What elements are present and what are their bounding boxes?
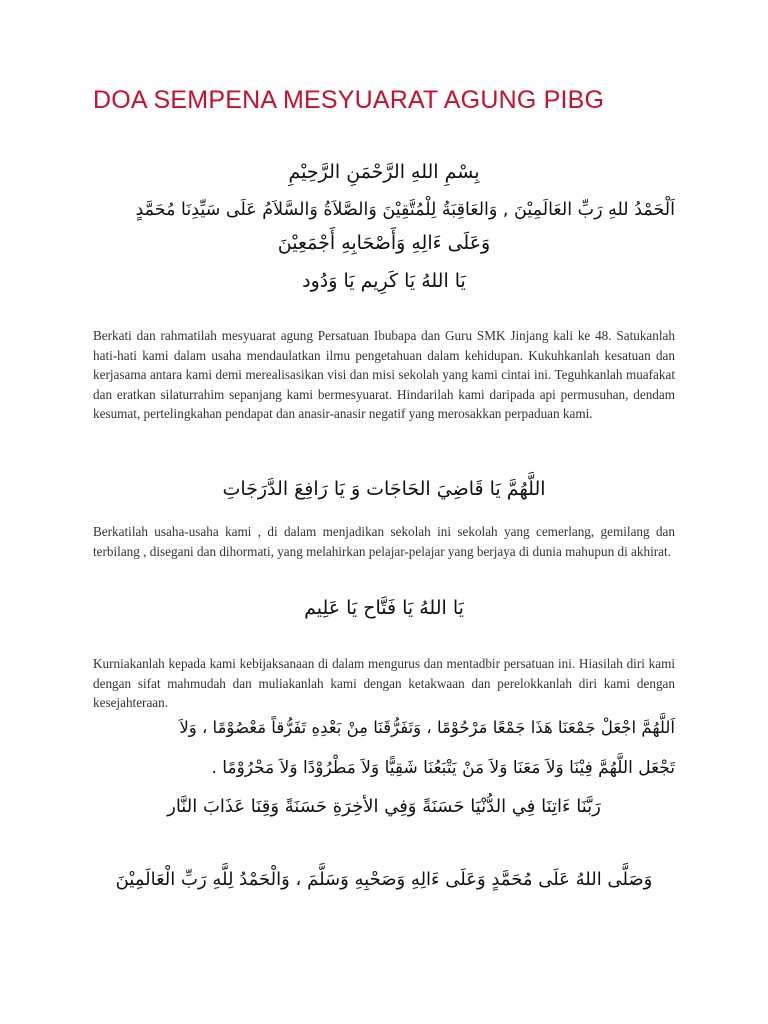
closing-salawat-line: وَصَلَّى اللهُ عَلَى مُحَمَّدٍ وَعَلَى ءَالِهِ وَصَحْبِهِ وَسَلَّمَ ، وَالْحَمْدُ لِلَّهِ رَبِّ الْعَالَمِيْنَ (115, 869, 653, 890)
ya-karim-line: يَا اللهُ يَا كَرِيم يَا وَدُود (302, 270, 466, 292)
ijal-line-1: اَللَّهُمَّ اجْعَلْ جَمْعَنَا هَذَا جَمْعًا مَرْحُوْمًا ، وَتَفَرُّقَنَا مِنْ بَعْدِهِ تَفَرُّقاً مَعْصُوْمًا ، وَلاَ (179, 718, 675, 737)
paragraph-berkatilah: Berkatilah usaha-usaha kami , di dalam menjadikan sekolah ini sekolah yang cemerlang, gemilang dan terbilang , disegani dan dihormati, yang melahirkan pelajar-pelajar yang berjaya di dunia mahupun di akhirat. (93, 524, 675, 559)
basmalah-line: بِسْمِ اللهِ الرَّحْمَنِ الرَّحِيْمِ (288, 161, 480, 183)
qadhi-hajat-line: اللَّهُمَّ يَا قَاضِيَ الحَاجَات وَ يَا رَافِعَ الدَّرَجَاتِ (222, 478, 546, 500)
hamdalah-line: اَلْحَمْدُ للهِ رَبِّ العَالَمِيْنَ , وَالعَاقِبَةُ لِلْمُتَّقِيْنَ وَالصَّلاَةُ وَالسَّلاَمُ عَلَى سَيِّدِنَا مُحَمَّدٍ (135, 200, 675, 220)
ala-alihi-line: وَعَلَى ءَالِهِ وَأَصْحَابِهِ أَجْمَعِيْنَ (277, 232, 491, 254)
document-title: DOA SEMPENA MESYUARAT AGUNG PIBG (93, 86, 605, 114)
paragraph-kurniakanlah: Kurniakanlah kepada kami kebijaksanaan di dalam mengurus dan mentadbir persatuan ini. Hiasilah diri kami dengan sifat mahmudah dan muliakanlah kami dengan ketakwaan dan perelokkanlah diri kami dengan kesejahteraan. (93, 656, 675, 711)
ijal-line-2: تَجْعَل اللَّهُمَّ فِيْنَا وَلاَ مَعَنَا وَلاَ مَنْ يَتْبَعُنَا شَقِيًّا وَلاَ مَطْرُوْدًا وَلاَ مَحْرُوْمًا . (211, 758, 675, 778)
rabbana-line: رَبَّنَا ءَاتِنَا فِي الدُّنْيَا حَسَنَةً وَفِي الأخِرَةِ حَسَنَةً وَقِنَا عَذَابَ النَّار (167, 796, 601, 817)
paragraph-berkati: Berkati dan rahmatilah mesyuarat agung Persatuan Ibubapa dan Guru SMK Jinjang kali ke 48. Satukanlah hati-hati kami dalam usaha mendaulatkan ilmu pengetahuan dalam kehidupan. Kukuhkanlah kesatuan dan kerjasama antara kami demi merealisasikan visi dan misi sekolah yang kami cintai ini. Teguhkanlah muafakat dan eratkan silaturrahim sepanjang kami bermesyuarat. Hindarilah kami daripada api permusuhan, dendam kesumat, pertelingkahan pendapat dan anasir-anasir negatif yang merosakkan perpaduan kami. (93, 328, 675, 422)
ya-fattah-line: يَا اللهُ يَا فَتَّاح يَا عَلِيم (304, 597, 464, 619)
